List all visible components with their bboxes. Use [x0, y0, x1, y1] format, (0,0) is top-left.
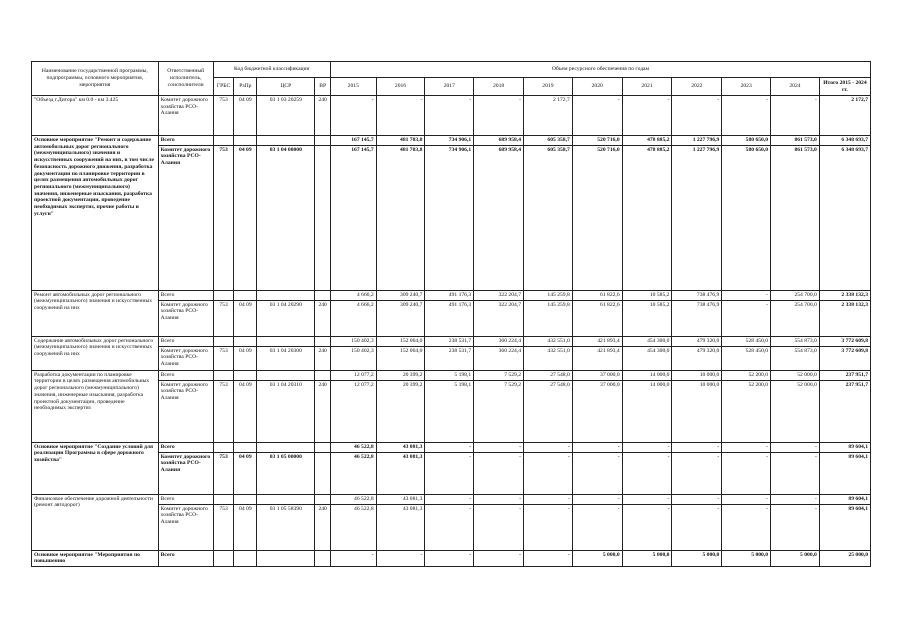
header-year-5: 2020: [572, 78, 622, 96]
year-value-cell: 322 204,7: [474, 300, 524, 336]
year-value-cell: 61 822,6: [572, 300, 622, 336]
year-value-cell: -: [672, 504, 722, 550]
year-value-cell: 12 077,2: [330, 380, 376, 442]
year-value-cell: -: [425, 96, 474, 136]
year-value-cell: -: [376, 96, 425, 136]
vr-cell: 240: [315, 346, 331, 370]
year-value-cell: 1 227 796,9: [672, 136, 722, 146]
year-value-cell: 734 906,1: [425, 136, 474, 146]
csr-cell: [257, 290, 315, 300]
year-value-cell: 689 958,4: [474, 136, 524, 146]
header-kbk-0: ГРБС: [213, 78, 234, 96]
total-cell: 237 951,7: [819, 380, 870, 442]
responsible-cell: Всего: [158, 336, 213, 346]
year-value-cell: -: [425, 494, 474, 504]
year-value-cell: -: [771, 504, 820, 550]
row-name: Разработка документации по планировке территории в целях размещения автомобильных дорог регионального (межмуниципального) значения, инженерные изыскания, разработка проектной документации, проведение необходимых экспертиз: [32, 370, 159, 442]
responsible-cell: Комитет дорожного хозяйства РСО-Алания: [158, 452, 213, 494]
year-value-cell: 432 551,0: [524, 336, 573, 346]
rzpr-cell: [234, 550, 257, 566]
year-value-cell: -: [474, 494, 524, 504]
year-value-cell: 14 000,0: [622, 380, 672, 442]
year-value-cell: 7 529,2: [474, 380, 524, 442]
year-value-cell: 481 703,8: [376, 136, 425, 146]
year-value-cell: 1 227 796,9: [672, 145, 722, 290]
grbs-cell: [213, 494, 234, 504]
vr-cell: 240: [315, 96, 331, 136]
csr-cell: 03 1 03 20259: [257, 96, 315, 136]
total-cell: 3 772 609,8: [819, 346, 870, 370]
year-value-cell: -: [474, 442, 524, 452]
year-value-cell: -: [474, 452, 524, 494]
year-value-cell: -: [572, 494, 622, 504]
year-value-cell: -: [524, 494, 573, 504]
responsible-cell: Всего: [158, 136, 213, 146]
year-value-cell: 52 000,0: [771, 370, 820, 380]
total-cell: 25 000,0: [819, 550, 870, 566]
rzpr-cell: [234, 494, 257, 504]
year-value-cell: 479 320,0: [672, 336, 722, 346]
csr-cell: [257, 370, 315, 380]
year-value-cell: 145 259,8: [524, 300, 573, 336]
rzpr-cell: [234, 442, 257, 452]
table-row: [32, 300, 871, 336]
year-value-cell: 238 531,7: [425, 336, 474, 346]
year-value-cell: 5 000,0: [672, 550, 722, 566]
responsible-cell: Всего: [158, 442, 213, 452]
header-year-7: 2022: [672, 78, 722, 96]
year-value-cell: 528 450,0: [722, 336, 771, 346]
row-name: Финансовое обеспечение дорожной деятельности (ремонт автодорог): [32, 494, 159, 550]
year-value-cell: 145 259,8: [524, 290, 573, 300]
year-value-cell: 46 522,8: [330, 442, 376, 452]
year-value-cell: 4 666,2: [330, 290, 376, 300]
year-value-cell: 167 145,7: [330, 145, 376, 290]
year-value-cell: 43 081,3: [376, 504, 425, 550]
table-row: [32, 442, 871, 452]
year-value-cell: 254 700,0: [771, 300, 820, 336]
year-value-cell: 46 522,8: [330, 504, 376, 550]
csr-cell: 03 1 04 20300: [257, 346, 315, 370]
grbs-cell: 753: [213, 145, 234, 290]
year-value-cell: 360 224,4: [474, 336, 524, 346]
year-value-cell: 5 000,0: [572, 550, 622, 566]
year-value-cell: -: [722, 290, 771, 300]
year-value-cell: -: [572, 452, 622, 494]
year-value-cell: 554 873,0: [771, 336, 820, 346]
total-cell: 3 772 609,8: [819, 336, 870, 346]
year-value-cell: 5 198,1: [425, 380, 474, 442]
year-value-cell: -: [376, 550, 425, 566]
vr-cell: 240: [315, 380, 331, 442]
vr-cell: [315, 494, 331, 504]
header-year-6: 2021: [622, 78, 672, 96]
vr-cell: [315, 370, 331, 380]
header-years-group: Объем ресурсного обеспечения по годам: [330, 62, 870, 78]
year-value-cell: -: [722, 96, 771, 136]
year-value-cell: 454 300,0: [622, 346, 672, 370]
year-value-cell: 5 198,1: [425, 370, 474, 380]
header-kbk-3: ВР: [315, 78, 331, 96]
grbs-cell: 753: [213, 300, 234, 336]
year-value-cell: 322 204,7: [474, 290, 524, 300]
year-value-cell: 10 000,0: [672, 370, 722, 380]
csr-cell: 03 1 04 20310: [257, 380, 315, 442]
year-value-cell: 52 000,0: [771, 380, 820, 442]
csr-cell: [257, 336, 315, 346]
rzpr-cell: [234, 336, 257, 346]
rzpr-cell: [234, 136, 257, 146]
responsible-cell: Комитет дорожного хозяйства РСО-Алания: [158, 346, 213, 370]
year-value-cell: 4 666,2: [330, 300, 376, 336]
responsible-cell: Комитет дорожного хозяйства РСО-Алания: [158, 380, 213, 442]
responsible-cell: Всего: [158, 550, 213, 566]
table-row: [32, 96, 871, 136]
year-value-cell: 10 000,0: [672, 380, 722, 442]
year-value-cell: 14 000,0: [622, 370, 672, 380]
year-value-cell: 861 573,0: [771, 136, 820, 146]
resource-allocation-table: [31, 61, 871, 567]
header-year-3: 2018: [474, 78, 524, 96]
year-value-cell: 152 064,0: [376, 346, 425, 370]
year-value-cell: 238 531,7: [425, 346, 474, 370]
year-value-cell: 43 081,3: [376, 442, 425, 452]
rzpr-cell: 04 09: [234, 300, 257, 336]
table-body: [32, 96, 871, 567]
year-value-cell: 580 650,0: [722, 145, 771, 290]
table-header: [32, 62, 871, 96]
year-value-cell: -: [771, 96, 820, 136]
grbs-cell: 753: [213, 346, 234, 370]
year-value-cell: 43 081,3: [376, 494, 425, 504]
year-value-cell: -: [672, 442, 722, 452]
year-value-cell: 7 529,2: [474, 370, 524, 380]
total-cell: 6 348 693,7: [819, 145, 870, 290]
year-value-cell: 12 077,2: [330, 370, 376, 380]
year-value-cell: -: [572, 504, 622, 550]
grbs-cell: 753: [213, 380, 234, 442]
row-name: Основное мероприятие "Мероприятия по повышению: [32, 550, 159, 566]
table-row: [32, 145, 871, 290]
rzpr-cell: 04 09: [234, 380, 257, 442]
year-value-cell: 360 224,4: [474, 346, 524, 370]
grbs-cell: [213, 550, 234, 566]
rzpr-cell: [234, 290, 257, 300]
year-value-cell: 167 145,7: [330, 136, 376, 146]
year-value-cell: 454 300,0: [622, 336, 672, 346]
year-value-cell: 734 906,1: [425, 145, 474, 290]
year-value-cell: 46 522,8: [330, 494, 376, 504]
year-value-cell: 432 551,0: [524, 346, 573, 370]
year-value-cell: -: [425, 550, 474, 566]
year-value-cell: 421 893,4: [572, 336, 622, 346]
budget-table-sheet: [31, 61, 871, 567]
year-value-cell: 61 822,6: [572, 290, 622, 300]
table-row: [32, 380, 871, 442]
csr-cell: [257, 550, 315, 566]
year-value-cell: 421 893,4: [572, 346, 622, 370]
grbs-cell: [213, 370, 234, 380]
header-kbk-2: ЦСР: [257, 78, 315, 96]
year-value-cell: -: [771, 442, 820, 452]
year-value-cell: 580 650,0: [722, 136, 771, 146]
year-value-cell: 37 000,0: [572, 380, 622, 442]
year-value-cell: -: [524, 550, 573, 566]
header-total: Итого 2015 - 2024 гг.: [819, 78, 870, 96]
year-value-cell: -: [330, 96, 376, 136]
csr-cell: 03 1 05 58390: [257, 504, 315, 550]
year-value-cell: 37 000,0: [572, 370, 622, 380]
table-row: [32, 452, 871, 494]
total-cell: 2 338 132,3: [819, 290, 870, 300]
header-year-0: 2015: [330, 78, 376, 96]
year-value-cell: 52 200,0: [722, 380, 771, 442]
year-value-cell: 520 716,0: [572, 145, 622, 290]
grbs-cell: [213, 136, 234, 146]
year-value-cell: -: [771, 452, 820, 494]
year-value-cell: -: [722, 300, 771, 336]
rzpr-cell: 04 09: [234, 145, 257, 290]
header-year-9: 2024: [771, 78, 820, 96]
year-value-cell: 481 703,8: [376, 145, 425, 290]
grbs-cell: [213, 336, 234, 346]
year-value-cell: -: [672, 96, 722, 136]
responsible-cell: Комитет дорожного хозяйства РСО-Алания: [158, 300, 213, 336]
year-value-cell: 738 476,9: [672, 300, 722, 336]
rzpr-cell: 04 09: [234, 96, 257, 136]
header-responsible-column: Ответственный исполнитель, соисполнители: [158, 62, 213, 96]
year-value-cell: -: [672, 494, 722, 504]
year-value-cell: 5 000,0: [722, 550, 771, 566]
year-value-cell: 491 176,3: [425, 300, 474, 336]
year-value-cell: 46 522,8: [330, 452, 376, 494]
year-value-cell: 10 585,2: [622, 300, 672, 336]
year-value-cell: 309 240,7: [376, 290, 425, 300]
year-value-cell: 43 081,3: [376, 452, 425, 494]
responsible-cell: Всего: [158, 370, 213, 380]
total-cell: 6 348 693,7: [819, 136, 870, 146]
year-value-cell: 10 585,2: [622, 290, 672, 300]
year-value-cell: -: [425, 504, 474, 550]
year-value-cell: -: [524, 504, 573, 550]
rzpr-cell: 04 09: [234, 452, 257, 494]
year-value-cell: 2 172,7: [524, 96, 573, 136]
grbs-cell: 753: [213, 504, 234, 550]
year-value-cell: 605 358,7: [524, 136, 573, 146]
year-value-cell: -: [622, 96, 672, 136]
table-row: [32, 136, 871, 146]
vr-cell: 240: [315, 300, 331, 336]
vr-cell: [315, 452, 331, 494]
year-value-cell: -: [722, 504, 771, 550]
vr-cell: 240: [315, 504, 331, 550]
row-name: Содержание автомобильных дорог регионального (межмуниципального) значения и искусственных сооружений на них: [32, 336, 159, 370]
year-value-cell: -: [622, 494, 672, 504]
year-value-cell: -: [524, 442, 573, 452]
responsible-cell: Всего: [158, 290, 213, 300]
year-value-cell: 738 476,9: [672, 290, 722, 300]
year-value-cell: 150 402,3: [330, 336, 376, 346]
vr-cell: [315, 550, 331, 566]
total-cell: 2 338 132,3: [819, 300, 870, 336]
row-name: "Объезд г.Дигора" км 0.0 - км 3.425: [32, 96, 159, 136]
year-value-cell: 861 573,0: [771, 145, 820, 290]
year-value-cell: -: [572, 96, 622, 136]
vr-cell: [315, 136, 331, 146]
vr-cell: [315, 442, 331, 452]
year-value-cell: 479 320,0: [672, 346, 722, 370]
year-value-cell: -: [722, 452, 771, 494]
csr-cell: [257, 136, 315, 146]
grbs-cell: [213, 290, 234, 300]
total-cell: 2 172,7: [819, 96, 870, 136]
header-year-1: 2016: [376, 78, 425, 96]
table-row: [32, 494, 871, 504]
table-row: [32, 550, 871, 566]
year-value-cell: -: [722, 442, 771, 452]
row-name: Ремонт автомобильных дорог регионального (межмуниципального) значения и искусственных сооружений на них: [32, 290, 159, 336]
year-value-cell: 554 873,0: [771, 346, 820, 370]
table-row: [32, 370, 871, 380]
year-value-cell: 478 885,2: [622, 136, 672, 146]
table-row: [32, 290, 871, 300]
vr-cell: [315, 145, 331, 290]
rzpr-cell: [234, 370, 257, 380]
year-value-cell: -: [672, 452, 722, 494]
year-value-cell: 254 700,0: [771, 290, 820, 300]
header-year-8: 2023: [722, 78, 771, 96]
csr-cell: [257, 494, 315, 504]
table-row: [32, 346, 871, 370]
vr-cell: [315, 336, 331, 346]
total-cell: 89 604,1: [819, 504, 870, 550]
year-value-cell: -: [474, 504, 524, 550]
row-name: Основное мероприятие "Создание условий для реализации Программы в сфере дорожного хозяйства": [32, 442, 159, 494]
header-year-2: 2017: [425, 78, 474, 96]
responsible-cell: Комитет дорожного хозяйства РСО-Алания: [158, 145, 213, 290]
responsible-cell: Всего: [158, 494, 213, 504]
year-value-cell: 150 402,3: [330, 346, 376, 370]
total-cell: 89 604,1: [819, 494, 870, 504]
rzpr-cell: 04 09: [234, 346, 257, 370]
year-value-cell: -: [524, 452, 573, 494]
table-row: [32, 336, 871, 346]
year-value-cell: 605 358,7: [524, 145, 573, 290]
year-value-cell: -: [330, 550, 376, 566]
year-value-cell: -: [722, 494, 771, 504]
row-name: Основное мероприятие "Ремонт и содержание автомобильных дорог регионального (межмуниципального) значения и искусственных сооружений на них, в том числе безопасность дорожного движения, разработка документации по планировке территории в целях размещения автомобильных дорог регионального (межмуниципального) значения, инженерные изыскания, разработка проектной документации, проведение необходимых экспертиз, прочие работы и услуги": [32, 136, 159, 291]
responsible-cell: Комитет дорожного хозяйства РСО-Алания: [158, 504, 213, 550]
year-value-cell: 27 548,0: [524, 380, 573, 442]
year-value-cell: 491 176,3: [425, 290, 474, 300]
year-value-cell: -: [622, 504, 672, 550]
year-value-cell: 5 000,0: [622, 550, 672, 566]
year-value-cell: -: [425, 442, 474, 452]
year-value-cell: 52 200,0: [722, 370, 771, 380]
csr-cell: [257, 442, 315, 452]
total-cell: 237 951,7: [819, 370, 870, 380]
header-year-4: 2019: [524, 78, 573, 96]
year-value-cell: -: [425, 452, 474, 494]
year-value-cell: 520 716,0: [572, 136, 622, 146]
header-kbk-1: РзПр: [234, 78, 257, 96]
year-value-cell: -: [622, 442, 672, 452]
header-name-column: Наименование государственной программы, подпрограммы, основного мероприятия, мероприятия: [32, 62, 159, 96]
year-value-cell: -: [771, 494, 820, 504]
year-value-cell: 689 958,4: [474, 145, 524, 290]
vr-cell: [315, 290, 331, 300]
responsible-cell: Комитет дорожного хозяйства РСО-Алания: [158, 96, 213, 136]
year-value-cell: 528 450,0: [722, 346, 771, 370]
total-cell: 89 604,1: [819, 452, 870, 494]
csr-cell: 03 1 04 20290: [257, 300, 315, 336]
grbs-cell: [213, 442, 234, 452]
csr-cell: 03 1 04 00000: [257, 145, 315, 290]
year-value-cell: 152 064,0: [376, 336, 425, 346]
year-value-cell: 27 548,0: [524, 370, 573, 380]
year-value-cell: -: [572, 442, 622, 452]
year-value-cell: -: [474, 96, 524, 136]
grbs-cell: 753: [213, 96, 234, 136]
total-cell: 89 604,1: [819, 442, 870, 452]
year-value-cell: 309 240,7: [376, 300, 425, 336]
rzpr-cell: 04 09: [234, 504, 257, 550]
year-value-cell: 20 399,2: [376, 370, 425, 380]
table-row: [32, 504, 871, 550]
grbs-cell: 753: [213, 452, 234, 494]
year-value-cell: 478 885,2: [622, 145, 672, 290]
header-kbk-group: Код бюджетной классификации: [213, 62, 330, 78]
csr-cell: 03 1 05 00000: [257, 452, 315, 494]
year-value-cell: -: [622, 452, 672, 494]
year-value-cell: 20 399,2: [376, 380, 425, 442]
year-value-cell: -: [474, 550, 524, 566]
year-value-cell: 5 000,0: [771, 550, 820, 566]
